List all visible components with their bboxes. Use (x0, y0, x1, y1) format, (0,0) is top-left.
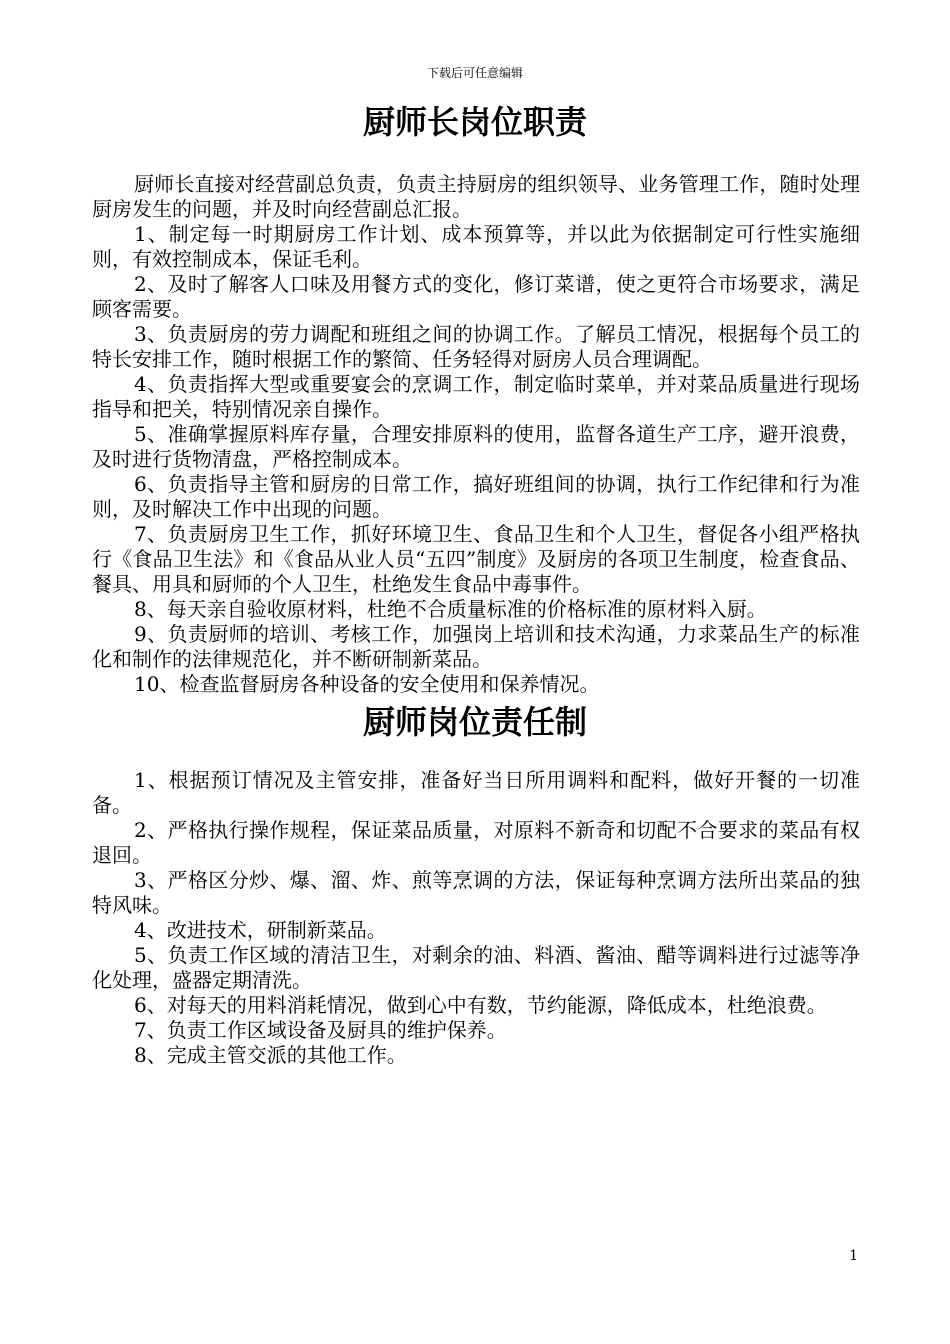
paragraph-item-1: 1、根据预订情况及主管安排，准备好当日所用调料和配料，做好开餐的一切准备。 (92, 768, 860, 817)
paragraph-item-8: 8、完成主管交派的其他工作。 (134, 1043, 407, 1067)
paragraph-item-9: 9、负责厨师的培训、考核工作，加强岗上培训和技术沟通，力求菜品生产的标准化和制作的法律规范化，并不断研制新菜品。 (92, 622, 860, 671)
paragraph-item-8: 8、每天亲自验收原材料，杜绝不合质量标准的价格标准的原材料入厨。 (134, 597, 767, 621)
paragraph-item-3: 3、严格区分炒、爆、溜、炸、煎等烹调的方法，保证每种烹调方法所出菜品的独特风味。 (92, 868, 860, 917)
paragraph-item-2: 2、及时了解客人口味及用餐方式的变化，修订菜谱，使之更符合市场要求，满足顾客需要。 (92, 272, 860, 321)
paragraph-item-4: 4、负责指挥大型或重要宴会的烹调工作，制定临时菜单，并对菜品质量进行现场指导和把关，特别情况亲自操作。 (92, 372, 860, 421)
paragraph-item-4: 4、改进技术，研制新菜品。 (134, 918, 387, 942)
paragraph-item-6: 6、对每天的用料消耗情况，做到心中有数，节约能源，降低成本，杜绝浪费。 (134, 993, 827, 1017)
page-number: 1 (849, 1248, 858, 1264)
section-title-chef-responsibility: 厨师岗位责任制 (362, 703, 587, 741)
paragraph-item-2: 2、严格执行操作规程，保证菜品质量，对原料不新奇和切配不合要求的菜品有权退回。 (92, 818, 860, 867)
paragraph-item-5: 5、负责工作区域的清洁卫生，对剩余的油、料酒、酱油、醋等调料进行过滤等净化处理，盛器定期清洗。 (92, 943, 860, 992)
paragraph-item-6: 6、负责指导主管和厨房的日常工作，搞好班组间的协调，执行工作纪律和行为准则，及时解决工作中出现的问题。 (92, 472, 860, 521)
section-body-chef-head-duties (92, 172, 860, 697)
section-title-chef-head-duties: 厨师长岗位职责 (362, 103, 587, 141)
paragraph-item-5: 5、准确掌握原料库存量，合理安排原料的使用，监督各道生产工序，避开浪费，及时进行货物清盘，严格控制成本。 (92, 422, 860, 471)
paragraph-intro: 厨师长直接对经营副总负责，负责主持厨房的组织领导、业务管理工作，随时处理厨房发生的问题，并及时向经营副总汇报。 (92, 172, 860, 221)
section-body-chef-responsibility (92, 768, 860, 1068)
paragraph-item-10: 10、检查监督厨房各种设备的安全使用和保养情况。 (134, 672, 600, 696)
paragraph-item-7: 7、负责工作区域设备及厨具的维护保养。 (134, 1018, 507, 1042)
paragraph-item-1: 1、制定每一时期厨房工作计划、成本预算等，并以此为依据制定可行性实施细则，有效控制成本，保证毛利。 (92, 222, 860, 271)
paragraph-item-7: 7、负责厨房卫生工作，抓好环境卫生、食品卫生和个人卫生，督促各小组严格执行《食品卫生法》和《食品从业人员“五四”制度》及厨房的各项卫生制度，检查食品、餐具、用具和厨师的个人卫生，杜绝发生食品中毒事件。 (92, 522, 860, 596)
paragraph-item-3: 3、负责厨房的劳力调配和班组之间的协调工作。了解员工情况，根据每个员工的特长安排工作，随时根据工作的繁简、任务轻得对厨房人员合理调配。 (92, 322, 860, 371)
header-note: 下载后可任意编辑 (426, 66, 523, 80)
